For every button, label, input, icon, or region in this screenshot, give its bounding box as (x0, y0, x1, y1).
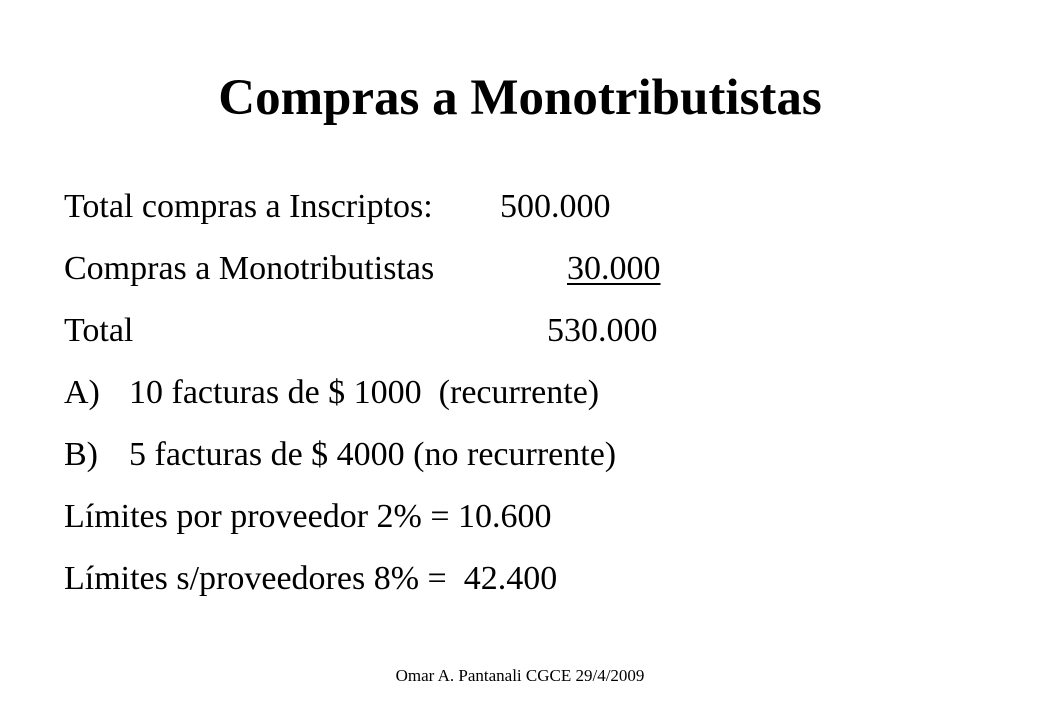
list-item-text: 10 facturas de $ 1000 (recurrente) (129, 374, 600, 411)
line-total (64, 300, 1004, 362)
limit-text: Límites por proveedor 2% = 10.600 (64, 498, 552, 535)
line-label: Compras a Monotributistas (64, 250, 435, 287)
line-value: 500.000 (500, 188, 611, 225)
line-total-inscriptos (64, 176, 1004, 238)
slide-footer: Omar A. Pantanali CGCE 29/4/2009 (395, 666, 645, 685)
list-item-a (64, 362, 1004, 424)
line-value: 530.000 (547, 312, 658, 349)
line-compras-monotributistas (64, 238, 1004, 300)
limit-text: Límites s/proveedores 8% = 42.400 (64, 560, 558, 597)
list-item-text: 5 facturas de $ 4000 (no recurrente) (129, 436, 617, 473)
list-item-letter: A) (64, 374, 100, 411)
line-label: Total compras a Inscriptos: (64, 188, 433, 225)
list-item-letter: B) (64, 436, 98, 473)
limit-per-provider (64, 486, 1004, 548)
line-label: Total (64, 312, 134, 349)
slide-body (64, 176, 1004, 610)
slide-title: Compras a Monotributistas (218, 70, 822, 126)
list-item-b (64, 424, 1004, 486)
line-value-underlined: 30.000 (567, 250, 661, 287)
limit-all-providers (64, 548, 1004, 610)
